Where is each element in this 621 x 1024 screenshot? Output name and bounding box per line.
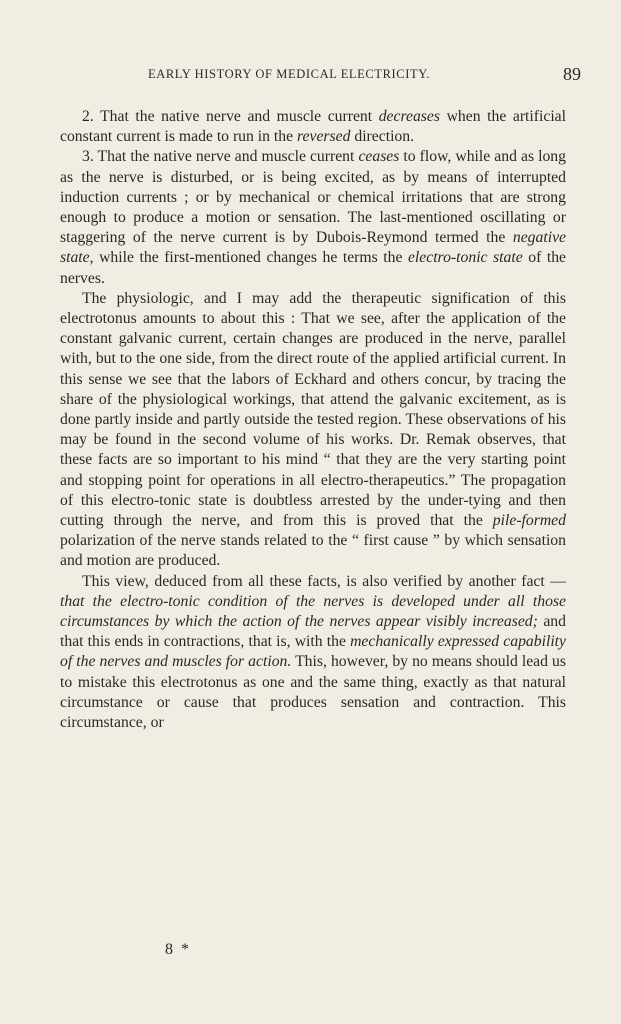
paragraph-point-3: 3. That the native nerve and muscle current ceases to flow, while and as long as the nerve is disturbed, or is being excited, as by means of interrupted induction currents ; or by mechanical or chemical irritations that are strong enough to produce a motion or sensation. The last-mentioned oscillating or staggering of the nerve current is by Dubois-Reymond termed the negative state, while the first-mentioned changes he terms the electro-tonic state of the nerves. — [60, 148, 566, 287]
emphasis-decreases: decreases — [378, 108, 440, 125]
emphasis-ceases: ceases — [358, 148, 400, 166]
emphasis-electro-tonic-state: electro-tonic state — [407, 249, 523, 267]
body-text — [60, 107, 566, 733]
page-number: 89 — [563, 64, 581, 84]
paragraph-physiologic: The physiologic, and I may add the therapeutic signification of this electrotonus amounts to about this : That we see, after the application of the constant galvanic current, certain changes are produced in the nerve, parallel with, but to the one side, from the direct route of the applied artificial current. In this sense we see that the labors of Eckhard and others concur, by tracing the share of the physiological workings, that attend the galvanic excitement, as is done partly inside and partly outside the tested region. These observations of his may be found in the second volume of his works. Dr. Remak observes, that these facts are so important to his mind “ that they are the very starting point and stopping point for operations in all electro-therapeutics.” The propagation of this electro-tonic state is doubtless arrested by the under-tying and then cutting through the nerve, and from this is proved that the pile-formed polarization of the nerve stands related to the “ first cause ” by which sensation and motion are produced. — [60, 289, 566, 570]
paragraph-point-2: 2. That the native nerve and muscle current decreases when the artificial constant current is made to run in the reversed direction. — [60, 108, 566, 146]
running-head: EARLY HISTORY OF MEDICAL ELECTRICITY. — [148, 67, 430, 81]
emphasis-reversed: reversed — [297, 128, 351, 146]
page-header — [0, 64, 621, 86]
emphasis-negative-state: negative state — [60, 229, 566, 267]
emphasis-pile-formed: pile-formed — [492, 512, 566, 530]
paragraph-this-view: This view, deduced from all these facts, is also verified by another fact — that the electro-tonic condition of the nerves is developed under all those circumstances by which the action of the nerves appear visibly increased; and that this ends in contractions, that is, with the mechanically expressed capability of the nerves and muscles for action. This, however, by no means should lead us to mistake this electrotonus as one and the same thing, exactly as that natural circumstance or cause that produces sensation and contraction. This circumstance, or — [60, 572, 567, 732]
emphasis-mechanically-expressed: mechanically expressed capability of the nerves and muscles for action. — [60, 633, 567, 671]
emphasis-electro-tonic-condition: that the electro-tonic condition of the nerves is developed under all those circumstances by which the action of the nerves appear visibly increased; — [60, 592, 566, 631]
signature-mark: 8 * — [165, 941, 191, 958]
